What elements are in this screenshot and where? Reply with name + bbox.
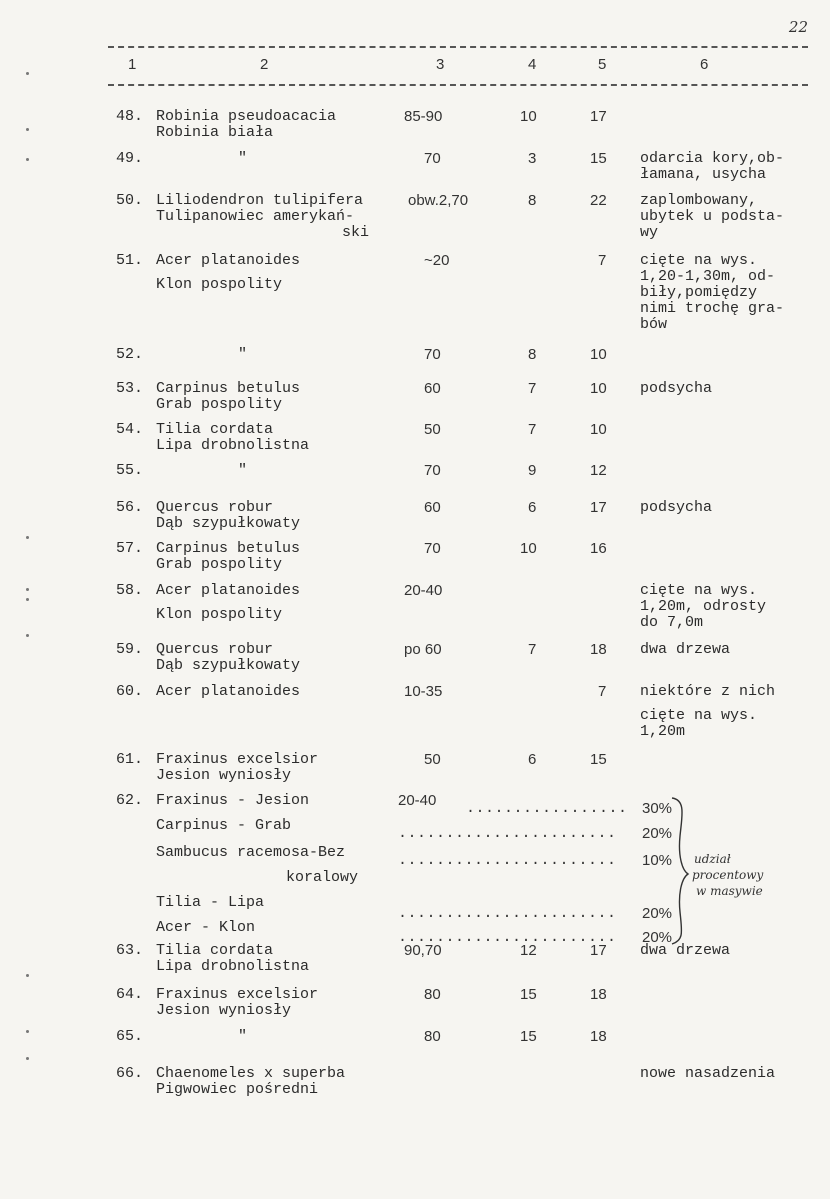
col-header-4: 4 xyxy=(528,56,537,73)
row-number: 59. xyxy=(116,641,144,658)
crown-value: 10 xyxy=(590,380,607,397)
row-number: 50. xyxy=(116,192,144,209)
row-number: 60. xyxy=(116,683,144,700)
species-name-line: Klon pospolity xyxy=(156,606,283,623)
remark-line: ubytek u podsta- xyxy=(640,208,785,225)
margin-mark xyxy=(26,974,29,977)
species-name-line: Chaenomeles x superba xyxy=(156,1065,346,1082)
col-header-5: 5 xyxy=(598,56,607,73)
ditto-mark: " xyxy=(238,150,248,167)
species-name-line: Acer - Klon xyxy=(156,919,256,936)
col-header-1: 1 xyxy=(128,56,137,73)
crown-value: 7 xyxy=(598,683,607,700)
species-name-line: Klon pospolity xyxy=(156,276,283,293)
diameter-value: obw.2,70 xyxy=(408,192,469,209)
species-name-line: Carpinus betulus xyxy=(156,540,301,557)
height-value: 15 xyxy=(520,1028,537,1045)
row-number: 58. xyxy=(116,582,144,599)
species-name-line: Robinia pseudoacacia xyxy=(156,108,337,125)
header-rule-top xyxy=(108,46,808,48)
remark-line: zaplombowany, xyxy=(640,192,758,209)
diameter-value: 85-90 xyxy=(404,108,443,125)
diameter-value: 70 xyxy=(424,540,441,557)
margin-mark xyxy=(26,1030,29,1033)
margin-mark xyxy=(26,1057,29,1060)
diameter-value: 70 xyxy=(424,150,441,167)
handwritten-line-2: procentowy xyxy=(692,868,764,882)
species-name-line: Quercus robur xyxy=(156,641,274,658)
diameter-value: ~20 xyxy=(424,252,450,269)
dot-leader: ................. xyxy=(466,800,628,817)
ditto-mark: " xyxy=(238,346,248,363)
species-name-line: Tilia cordata xyxy=(156,421,274,438)
height-value: 8 xyxy=(528,192,537,209)
species-name-line: Sambucus racemosa-Bez xyxy=(156,844,346,861)
remark-line: nowe nasadzenia xyxy=(640,1065,776,1082)
row-number: 61. xyxy=(116,751,144,768)
dot-leader: ....................... xyxy=(398,825,617,842)
remark-line: 1,20m xyxy=(640,723,686,740)
crown-value: 15 xyxy=(590,751,607,768)
species-name-line: koralowy xyxy=(286,869,359,886)
species-name-line: Liliodendron tulipifera xyxy=(156,192,364,209)
remark-line: bów xyxy=(640,316,668,333)
height-value: 12 xyxy=(520,942,537,959)
crown-value: 17 xyxy=(590,942,607,959)
row-number: 49. xyxy=(116,150,144,167)
crown-value: 10 xyxy=(590,346,607,363)
diameter-value: 90,70 xyxy=(404,942,442,959)
height-value: 6 xyxy=(528,499,537,516)
margin-mark xyxy=(26,598,29,601)
species-name-line: Acer platanoides xyxy=(156,252,301,269)
remark-line: łamana, usycha xyxy=(640,166,767,183)
page-number: 22 xyxy=(788,18,808,36)
col-header-6: 6 xyxy=(700,56,709,73)
species-name-line: Carpinus - Grab xyxy=(156,817,292,834)
species-name-line: Fraxinus - Jesion xyxy=(156,792,310,809)
row-number: 66. xyxy=(116,1065,144,1082)
crown-value: 15 xyxy=(590,150,607,167)
row-number: 48. xyxy=(116,108,144,125)
species-name-line: Pigwowiec pośredni xyxy=(156,1081,319,1098)
row-number: 51. xyxy=(116,252,144,269)
species-name-line: Lipa drobnolistna xyxy=(156,958,310,975)
row-number: 62. xyxy=(116,792,144,809)
row-number: 57. xyxy=(116,540,144,557)
diameter-value: 60 xyxy=(424,380,441,397)
remark-line: cięte na wys. xyxy=(640,252,758,269)
diameter-value: 10-35 xyxy=(404,683,443,700)
crown-value: 22 xyxy=(590,192,607,209)
species-name-line: Quercus robur xyxy=(156,499,274,516)
crown-value: 18 xyxy=(590,641,607,658)
height-value: 6 xyxy=(528,751,537,768)
species-name-line: ski xyxy=(342,224,370,241)
row-number: 63. xyxy=(116,942,144,959)
diameter-value: 70 xyxy=(424,346,441,363)
height-value: 7 xyxy=(528,380,537,397)
margin-mark xyxy=(26,634,29,637)
diameter-value: 60 xyxy=(424,499,441,516)
species-name-line: Acer platanoides xyxy=(156,683,301,700)
diameter-value: 70 xyxy=(424,462,441,479)
row-number: 52. xyxy=(116,346,144,363)
species-name-line: Fraxinus excelsior xyxy=(156,986,319,1003)
species-name-line: Grab pospolity xyxy=(156,396,283,413)
remark-line: podsycha xyxy=(640,380,713,397)
margin-mark xyxy=(26,128,29,131)
height-value: 15 xyxy=(520,986,537,1003)
species-name-line: Acer platanoides xyxy=(156,582,301,599)
remark-line: do 7,0m xyxy=(640,614,704,631)
crown-value: 17 xyxy=(590,108,607,125)
height-value: 7 xyxy=(528,641,537,658)
remark-line: niektóre z nich xyxy=(640,683,776,700)
crown-value: 7 xyxy=(598,252,607,269)
species-name-line: Jesion wyniosły xyxy=(156,767,292,784)
crown-value: 18 xyxy=(590,1028,607,1045)
ditto-mark: " xyxy=(238,462,248,479)
row-number: 54. xyxy=(116,421,144,438)
handwritten-line-3: w masywie xyxy=(696,884,763,898)
species-name-line: Grab pospolity xyxy=(156,556,283,573)
remark-line: odarcia kory,ob- xyxy=(640,150,785,167)
diameter-value: 20-40 xyxy=(398,792,437,809)
margin-mark xyxy=(26,158,29,161)
crown-value: 10 xyxy=(590,421,607,438)
remark-line: 1,20m, odrosty xyxy=(640,598,767,615)
height-value: 3 xyxy=(528,150,537,167)
dot-leader: ....................... xyxy=(398,929,617,946)
col-header-2: 2 xyxy=(260,56,269,73)
diameter-value: 80 xyxy=(424,1028,441,1045)
diameter-value: 20-40 xyxy=(404,582,443,599)
species-name-line: Dąb szypułkowaty xyxy=(156,515,301,532)
row-number: 55. xyxy=(116,462,144,479)
crown-value: 16 xyxy=(590,540,607,557)
species-name-line: Jesion wyniosły xyxy=(156,1002,292,1019)
species-name-line: Tilia - Lipa xyxy=(156,894,265,911)
row-number: 64. xyxy=(116,986,144,1003)
ditto-mark: " xyxy=(238,1028,248,1045)
dot-leader: ....................... xyxy=(398,905,617,922)
crown-value: 17 xyxy=(590,499,607,516)
species-name-line: Dąb szypułkowaty xyxy=(156,657,301,674)
remark-line: dwa drzewa xyxy=(640,942,731,959)
species-name-line: Robinia biała xyxy=(156,124,274,141)
species-name-line: Lipa drobnolistna xyxy=(156,437,310,454)
species-name-line: Tilia cordata xyxy=(156,942,274,959)
crown-value: 12 xyxy=(590,462,607,479)
percent-tilia: 20% xyxy=(642,905,673,922)
remark-line: podsycha xyxy=(640,499,713,516)
percent-fraxinus: 30% xyxy=(642,800,673,817)
margin-mark xyxy=(26,588,29,591)
diameter-value: 50 xyxy=(424,751,441,768)
height-value: 9 xyxy=(528,462,537,479)
handwritten-line-1: udział xyxy=(694,852,731,866)
row-number: 53. xyxy=(116,380,144,397)
diameter-value: 50 xyxy=(424,421,441,438)
crown-value: 18 xyxy=(590,986,607,1003)
height-value: 10 xyxy=(520,540,537,557)
margin-mark xyxy=(26,72,29,75)
remark-line: wy xyxy=(640,224,659,241)
remark-line: cięte na wys. xyxy=(640,582,758,599)
species-name-line: Tulipanowiec amerykań- xyxy=(156,208,355,225)
percent-carpinus: 20% xyxy=(642,825,673,842)
dot-leader: ....................... xyxy=(398,852,617,869)
remark-line: dwa drzewa xyxy=(640,641,731,658)
margin-mark xyxy=(26,536,29,539)
col-header-3: 3 xyxy=(436,56,445,73)
header-rule-bottom xyxy=(108,84,808,86)
height-value: 8 xyxy=(528,346,537,363)
diameter-value: 80 xyxy=(424,986,441,1003)
row-number: 56. xyxy=(116,499,144,516)
height-value: 7 xyxy=(528,421,537,438)
remark-line: biły,pomiędzy xyxy=(640,284,758,301)
remark-line: 1,20-1,30m, od- xyxy=(640,268,776,285)
percent-sambucus: 10% xyxy=(642,852,673,869)
diameter-value: po 60 xyxy=(404,641,442,658)
row-number: 65. xyxy=(116,1028,144,1045)
percent-acer: 20% xyxy=(642,929,673,946)
species-name-line: Fraxinus excelsior xyxy=(156,751,319,768)
remark-line: nimi trochę gra- xyxy=(640,300,785,317)
remark-line: cięte na wys. xyxy=(640,707,758,724)
species-name-line: Carpinus betulus xyxy=(156,380,301,397)
height-value: 10 xyxy=(520,108,537,125)
